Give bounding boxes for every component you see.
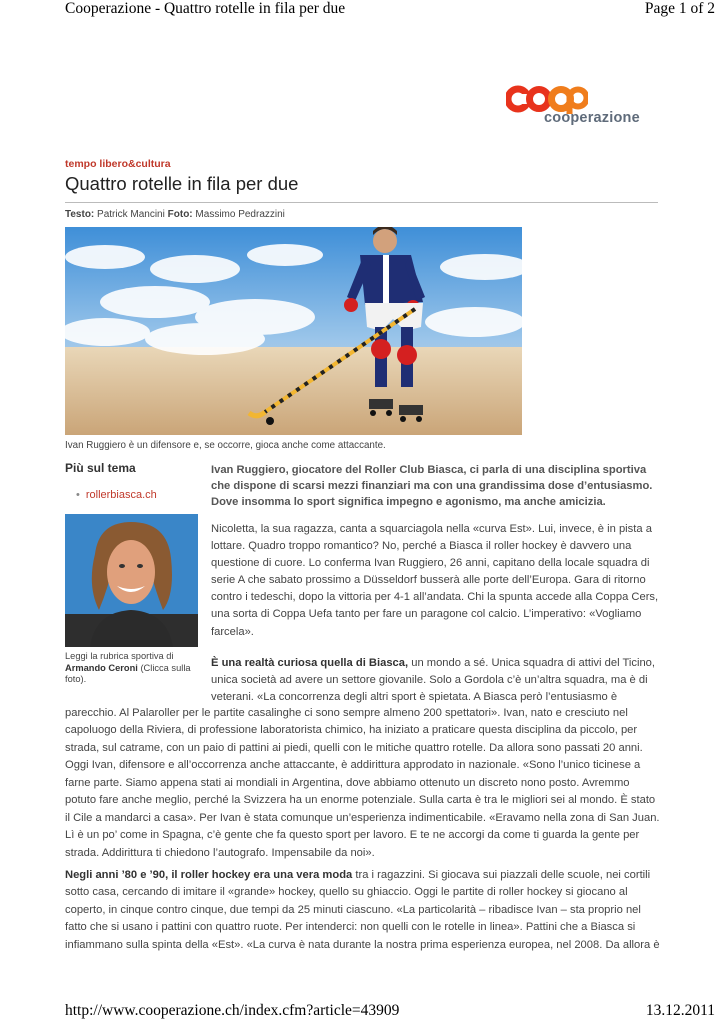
paragraph-2-text: un mondo a sé. Unica squadra di attivi del Ticino, unica società ad avere un settore giovanile. Solo a Gordola c’è un’altra squadra, ma è di veterani. «La concorrenza degli altri sport è spietata. A Biasca però l’entusiasmo è: [211, 657, 655, 703]
article-paragraph-2: [211, 655, 661, 705]
print-header-page: Page 1 of 2: [644, 0, 715, 17]
text-credit-author: Patrick Mancini: [97, 209, 165, 220]
article-hero-image: [65, 227, 522, 435]
related-link-label: rollerbiasca.ch: [85, 489, 157, 501]
text-credit-label: Testo:: [65, 209, 95, 220]
portrait-caption-text: Leggi la rubrica sportiva di: [65, 651, 174, 661]
coop-cooperazione-logo[interactable]: [506, 84, 656, 130]
article-title: Quattro rotelle in fila per due: [65, 173, 299, 194]
paragraph-3-text: tra i ragazzini. Si giocava sui piazzali delle scuole, nei cortili sotto casa, cercando di imitare il «grande» hockey, quello su ghiaccio. Oggi le partite di roller hockey si giocano al coperto, in cinque contro cinque, due tempi da 25 minuti ciascuno. «La particolarità – ribadisce Ivan – sta proprio nel fatto che si usano i pattini con quattro ruote. Per intenderci: non quelli con le rotelle in linea». Pattini che a Biasca si infiammano sulla spinta della «Est». «La curva è nata durante la nostra prima esperienza europea, nel 2008. Da allora è: [65, 869, 660, 951]
columnist-photo: [65, 514, 198, 647]
related-link[interactable]: [76, 489, 157, 501]
columnist-name[interactable]: Armando Ceroni: [65, 662, 138, 673]
article-lead: Ivan Ruggiero, giocatore del Roller Club Biasca, ci parla di una disciplina sportiva che dispone di scarsi mezzi finanziari ma con una grandissima dose d’entusiasmo. Dove insomma lo sport significa impegno e agonismo, ma anche amicizia.: [211, 464, 653, 509]
section-label[interactable]: tempo libero&cultura: [65, 158, 171, 170]
roller-hockey-player-photo: [65, 227, 522, 435]
title-divider: [65, 202, 658, 203]
article-paragraph-2-continued: parecchio. Al Palaroller per le partite casalinghe ci sono sempre almeno 200 spettatori». Ivan, nato e cresciuto nel capoluogo della Riviera, di professione laboratorista chimico, ha iniziato a praticare questa disciplina da piccolo, per strada, sul catrame, con un paio di pattini ai piedi, quelli con le mitiche quattro rotelle. Da allora sono passati 20 anni. Oggi Ivan, difensore e all’occorrenza anche attaccante, è addirittura approdato in nazionale. «Sono l’unico ticinese a farne parte. Siamo appena stati ai mondiali in Argentina, dove abbiamo ottenuto un discreto nono posto. Avremmo potuto fare anche meglio, perché la Svizzera ha un enorme potenziale. Sulla carta è tra le migliori sei al mondo. È stato il Cile a mandarci a casa». Per Ivan è stata comunque un’esperienza indimenticabile. «Eravamo nella zona di San Juan. Lì è un po’ come in Spagna, c’è gente che fa questo sport per lavoro. E te ne accorgi da come ti guarda la gente per strada. Addirittura ti chiedono l’autografo. Impensabile da noi».: [65, 707, 660, 859]
print-header-title: Cooperazione - Quattro rotelle in fila per due: [65, 0, 346, 17]
paragraph-2-lead: È una realtà curiosa quella di Biasca,: [211, 657, 409, 669]
bullet-icon: •: [76, 489, 80, 501]
photo-credit-author: Massimo Pedrazzini: [195, 209, 285, 220]
portrait-caption-hint: (Clicca sulla foto).: [65, 662, 191, 684]
related-title: Più sul tema: [65, 461, 136, 475]
article-paragraph-1: Nicoletta, la sua ragazza, canta a squarciagola nella «curva Est». Lui, invece, è in pista a lottare. Quadro troppo romantico? No, perché a Biasca il roller hockey è davvero una questione di cuore. Lo conferma Ivan Ruggiero, 26 anni, capitano della locale squadra di serie A che sabato prossimo a Düsseldorf busserà alle porte dell’Europa. Gara di ritorno contro i tedeschi, dopo la vittoria per 4-1 all’andata. Chi la spunta accede alla Coppa Cers, una sorta di Coppa Uefa tanto per fare un paragone col calcio. L’imperativo: «Vogliamo farcela».: [211, 523, 659, 638]
article-paragraph-3: [65, 867, 663, 954]
columnist-portrait[interactable]: [65, 514, 198, 647]
print-footer-url: http://www.cooperazione.ch/index.cfm?article=43909: [65, 1002, 400, 1019]
photo-credit-label: Foto:: [167, 209, 193, 220]
paragraph-3-lead: Negli anni ’80 e ’90, il roller hockey era una vera moda: [65, 869, 353, 881]
article-credits: [65, 209, 285, 220]
portrait-caption: [65, 651, 199, 686]
print-footer-date: 13.12.2011: [645, 1002, 715, 1019]
image-caption: Ivan Ruggiero è un difensore e, se occorre, gioca anche come attaccante.: [65, 440, 386, 451]
logo-subtitle: cooperazione: [544, 110, 640, 126]
